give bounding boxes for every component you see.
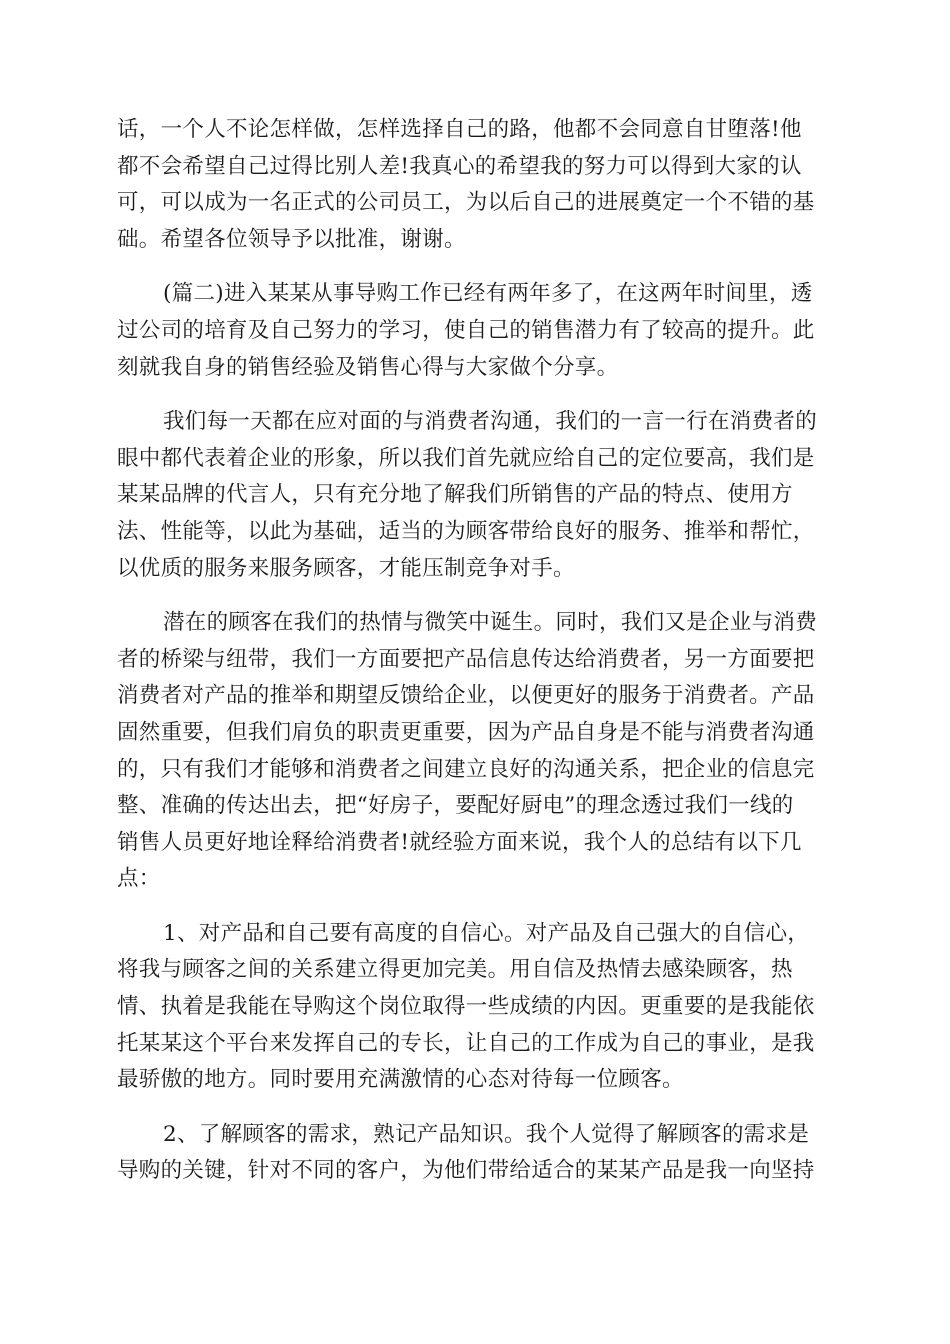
paragraph bbox=[117, 276, 833, 386]
paragraph-gap bbox=[117, 386, 833, 404]
text-line: 潜在的顾客在我们的热情与微笑中诞生。同时，我们又是企业与消费 bbox=[163, 610, 818, 636]
paragraph-gap bbox=[117, 1099, 833, 1117]
text-line: 情、执着是我能在导购这个岗位取得一些成绩的内因。更重要的是我能依 bbox=[117, 994, 815, 1020]
text-line: 可，可以成为一名正式的公司员工，为以后自己的进展奠定一个不错的基 bbox=[117, 190, 815, 216]
text-line: 都不会希望自己过得比别人差!我真心的希望我的努力可以得到大家的认 bbox=[117, 153, 802, 179]
text-line: 托某某这个平台来发挥自己的专长，让自己的工作成为自己的事业，是我 bbox=[117, 1030, 815, 1056]
text-line: 法、性能等，以此为基础，适当的为顾客带给良好的服务、推举和帮忙， bbox=[117, 518, 815, 544]
text-line: 最骄傲的地方。同时要用充满激情的心态对待每一位顾客。 bbox=[117, 1067, 684, 1093]
paragraph bbox=[117, 1117, 833, 1190]
paragraph bbox=[117, 112, 833, 258]
document-body bbox=[117, 112, 833, 1190]
text-line: 固然重要，但我们肩负的职责更重要，因为产品自身是不能与消费者沟通 bbox=[117, 719, 815, 745]
text-line: 2、了解顾客的需求，熟记产品知识。我个人觉得了解顾客的需求是 bbox=[163, 1121, 810, 1147]
text-line: 整、准确的传达出去，把“好房子，要配好厨电”的理念透过我们一线的 bbox=[117, 793, 794, 819]
paragraph-gap bbox=[117, 258, 833, 276]
text-line: 者的桥梁与纽带，我们一方面要把产品信息传达给消费者，另一方面要把 bbox=[117, 646, 815, 672]
text-line: 过公司的培育及自己努力的学习，使自己的销售潜力有了较高的提升。此 bbox=[117, 317, 815, 343]
paragraph-gap bbox=[117, 587, 833, 605]
text-line: (篇二)进入某某从事导购工作已经有两年多了，在这两年时间里，透 bbox=[163, 281, 813, 307]
paragraph-gap bbox=[117, 898, 833, 916]
text-line: 的，只有我们才能够和消费者之间建立良好的沟通关系，把企业的信息完 bbox=[117, 756, 815, 782]
text-line: 眼中都代表着企业的形象，所以我们首先就应给自己的定位要高，我们是 bbox=[117, 445, 815, 471]
text-line: 销售人员更好地诠释给消费者!就经验方面来说，我个人的总结有以下几 bbox=[117, 829, 802, 855]
text-line: 话，一个人不论怎样做，怎样选择自己的路，他都不会同意自甘堕落!他 bbox=[117, 117, 802, 142]
text-line: 刻就我自身的销售经验及销售心得与大家做个分享。 bbox=[117, 354, 619, 380]
text-line: 点： bbox=[117, 866, 161, 892]
text-line: 1、对产品和自己要有高度的自信心。对产品及自己强大的自信心， bbox=[163, 920, 810, 946]
text-line: 导购的关键，针对不同的客户，为他们带给适合的某某产品是我一向坚持 bbox=[117, 1158, 815, 1184]
text-line: 我们每一天都在应对面的与消费者沟通，我们的一言一行在消费者的 bbox=[163, 409, 818, 435]
paragraph bbox=[117, 404, 833, 587]
paragraph bbox=[117, 916, 833, 1099]
text-line: 以优质的服务来服务顾客，才能压制竞争对手。 bbox=[117, 555, 575, 581]
text-line: 将我与顾客之间的关系建立得更加完美。用自信及热情去感染顾客，热 bbox=[117, 957, 793, 983]
text-line: 消费者对产品的推举和期望反馈给企业，以便更好的服务于消费者。产品 bbox=[117, 683, 815, 709]
paragraph bbox=[117, 605, 833, 898]
text-line: 础。希望各位领导予以批准，谢谢。 bbox=[117, 226, 466, 252]
text-line: 某某品牌的代言人，只有充分地了解我们所销售的产品的特点、使用方 bbox=[117, 482, 793, 508]
